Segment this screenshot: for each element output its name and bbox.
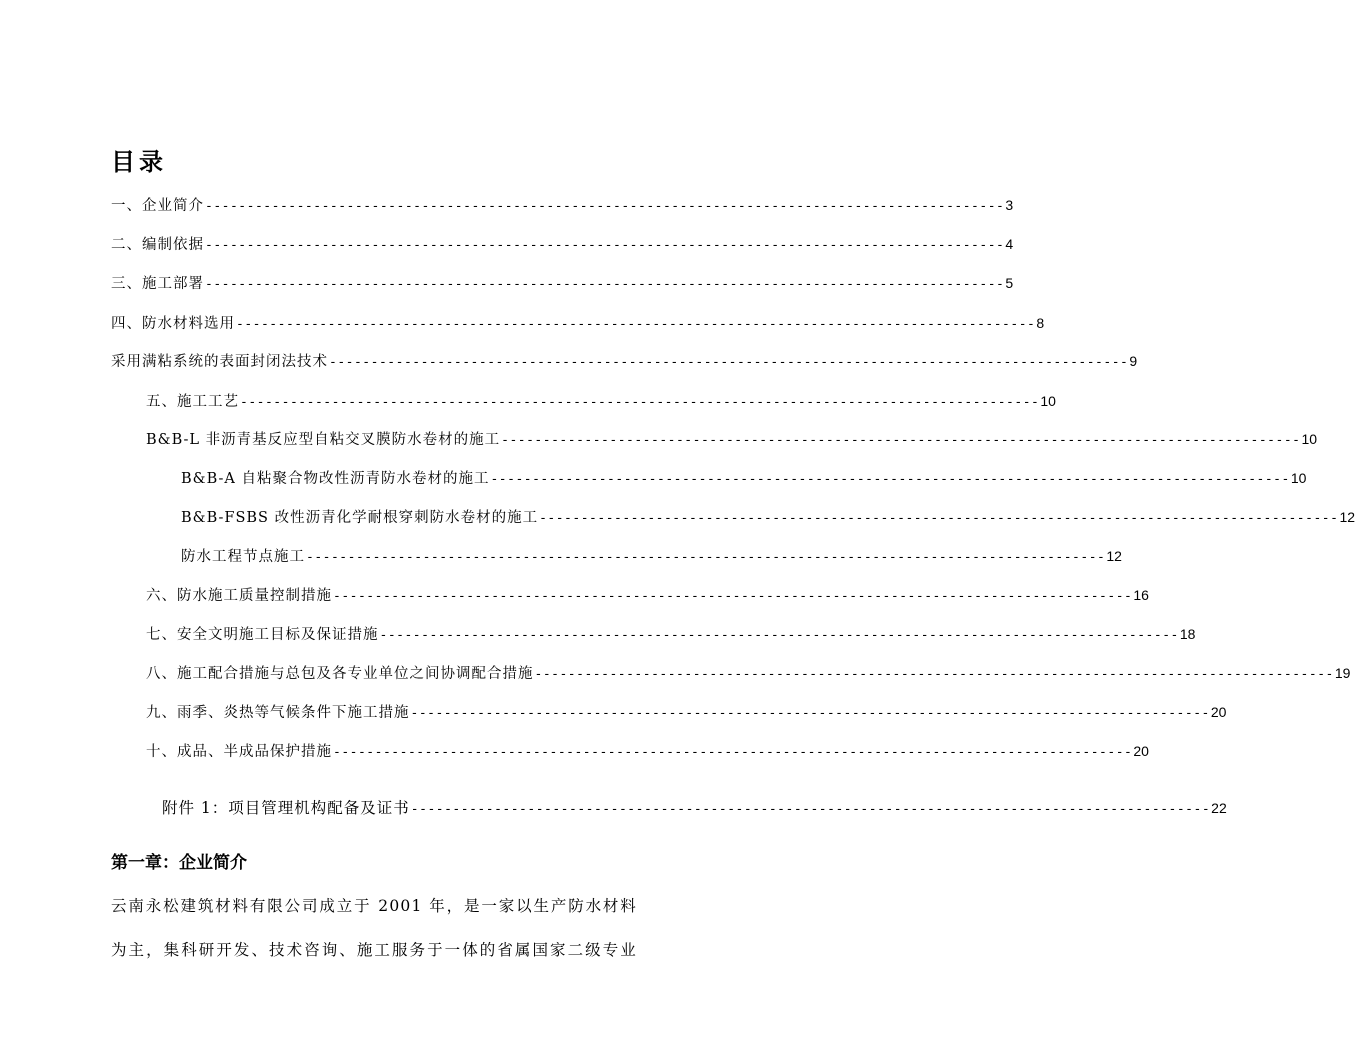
toc-leader: ------------------------------------------------------------------------------------------------ bbox=[410, 802, 1211, 817]
toc-entry-label: 十、成品、半成品保护措施 bbox=[146, 744, 332, 760]
toc-entry-label: 采用满粘系统的表面封闭法技术 bbox=[111, 354, 328, 370]
toc-entry-label: 附件 1：项目管理机构配备及证书 bbox=[162, 799, 410, 817]
toc-leader: ------------------------------------------------------------------------------------------------ bbox=[333, 745, 1133, 760]
toc-entry-label: 防水工程节点施工 bbox=[181, 549, 305, 565]
toc-page-number: 10 bbox=[1290, 470, 1307, 486]
toc-leader: ------------------------------------------------------------------------------------------------ bbox=[205, 238, 1005, 253]
toc-entry[interactable] bbox=[146, 429, 1318, 449]
toc-leader: ------------------------------------------------------------------------------------------------ bbox=[539, 511, 1339, 526]
toc-leader: ------------------------------------------------------------------------------------------------ bbox=[490, 472, 1290, 487]
toc-page-number: 4 bbox=[1005, 236, 1014, 252]
toc-leader: ------------------------------------------------------------------------------------------------ bbox=[501, 433, 1301, 448]
toc-entry-label: B&B-FSBS 改性沥青化学耐根穿刺防水卷材的施工 bbox=[181, 510, 539, 526]
toc-entry[interactable] bbox=[146, 741, 1149, 761]
chapter-heading: 第一章：企业简介 bbox=[111, 853, 247, 873]
toc-entry[interactable] bbox=[111, 351, 1138, 371]
toc-entry-label: B&B-A 自粘聚合物改性沥青防水卷材的施工 bbox=[181, 471, 490, 487]
toc-entry[interactable] bbox=[146, 702, 1227, 722]
toc-entry-label: B&B-L 非沥青基反应型自粘交叉膜防水卷材的施工 bbox=[146, 432, 501, 448]
toc-entry[interactable] bbox=[111, 195, 1014, 215]
toc-leader: ------------------------------------------------------------------------------------------------ bbox=[236, 317, 1036, 332]
toc-leader: ------------------------------------------------------------------------------------------------ bbox=[410, 706, 1210, 721]
toc-entry[interactable] bbox=[111, 313, 1045, 333]
toc-page-number: 12 bbox=[1339, 509, 1355, 525]
toc-entry[interactable] bbox=[111, 234, 1014, 254]
toc-entry[interactable] bbox=[146, 624, 1196, 644]
toc-page-number: 16 bbox=[1133, 587, 1149, 603]
toc-page-number: 8 bbox=[1036, 315, 1045, 331]
toc-leader: ------------------------------------------------------------------------------------------------ bbox=[240, 395, 1040, 410]
toc-title: 目录 bbox=[111, 148, 167, 176]
toc-page-number: 10 bbox=[1301, 431, 1318, 447]
toc-page-number: 10 bbox=[1040, 393, 1056, 409]
body-paragraph bbox=[111, 884, 637, 972]
toc-leader: ------------------------------------------------------------------------------------------------ bbox=[534, 667, 1334, 682]
toc-page-number: 12 bbox=[1106, 548, 1122, 564]
toc-entry[interactable] bbox=[146, 391, 1056, 411]
toc-leader: ------------------------------------------------------------------------------------------------ bbox=[379, 628, 1179, 643]
toc-page-number: 5 bbox=[1005, 275, 1014, 291]
body-line: 云南永松建筑材料有限公司成立于 2001 年，是一家以生产防水材料 bbox=[111, 897, 637, 915]
toc-entry-label: 一、企业简介 bbox=[111, 198, 204, 214]
toc-entry-label: 八、施工配合措施与总包及各专业单位之间协调配合措施 bbox=[146, 666, 534, 682]
toc-entry-label: 五、施工工艺 bbox=[146, 394, 239, 410]
toc-page-number: 20 bbox=[1210, 704, 1227, 720]
toc-leader: ------------------------------------------------------------------------------------------------ bbox=[205, 277, 1005, 292]
toc-entry-appendix[interactable] bbox=[162, 798, 1227, 818]
toc-leader: ------------------------------------------------------------------------------------------------ bbox=[306, 550, 1106, 565]
toc-page-number: 19 bbox=[1334, 665, 1351, 681]
toc-leader: ------------------------------------------------------------------------------------------------ bbox=[329, 355, 1129, 370]
toc-page-number: 20 bbox=[1133, 743, 1149, 759]
toc-entry-label: 四、防水材料选用 bbox=[111, 316, 235, 332]
toc-leader: ------------------------------------------------------------------------------------------------ bbox=[333, 589, 1133, 604]
toc-entry-label: 六、防水施工质量控制措施 bbox=[146, 588, 332, 604]
toc-entry[interactable] bbox=[181, 507, 1355, 527]
toc-entry-label: 九、雨季、炎热等气候条件下施工措施 bbox=[146, 705, 410, 721]
toc-entry-label: 三、施工部署 bbox=[111, 276, 204, 292]
toc-entry[interactable] bbox=[181, 468, 1307, 488]
toc-entry[interactable] bbox=[181, 546, 1122, 566]
body-line: 为主，集科研开发、技术咨询、施工服务于一体的省属国家二级专业 bbox=[111, 941, 637, 959]
toc-entry[interactable] bbox=[146, 585, 1149, 605]
toc-entry-label: 七、安全文明施工目标及保证措施 bbox=[146, 627, 379, 643]
toc-page-number: 18 bbox=[1179, 626, 1196, 642]
toc-entry[interactable] bbox=[146, 663, 1351, 683]
toc-entry-label: 二、编制依据 bbox=[111, 237, 204, 253]
toc-page-number: 3 bbox=[1005, 197, 1014, 213]
toc-page-number: 9 bbox=[1129, 353, 1138, 369]
toc-page-number: 22 bbox=[1211, 800, 1227, 816]
toc-leader: ------------------------------------------------------------------------------------------------ bbox=[205, 199, 1005, 214]
toc-entry[interactable] bbox=[111, 273, 1014, 293]
